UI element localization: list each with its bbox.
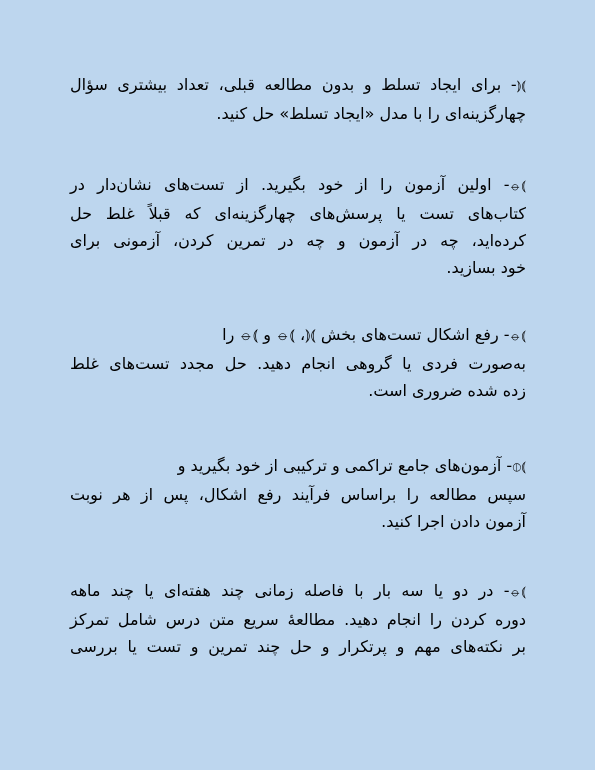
- paragraph-line: به‌صورت فردی یا گروهی انجام دهید. حل مجدد تست‌های غلط: [70, 354, 526, 373]
- paragraph-line: بر نکته‌های مهم و پرتکرار و حل چند تمرین و تست یا بررسی: [70, 637, 526, 656]
- paragraph-line: آزمون دادن اجرا کنید.: [381, 512, 526, 531]
- paragraph-line: [70, 171, 526, 200]
- line-text: - در دو یا سه بار با فاصله زمانی چند هفته‌ای یا چند ماهه: [70, 581, 510, 600]
- paragraph-line: خود بسازید.: [446, 258, 526, 277]
- item-number: ⦆⦅: [516, 78, 526, 94]
- paragraph-line: سپس مطالعه را براساس فرآیند رفع اشکال، پس از هر نوبت: [70, 485, 526, 504]
- paragraph-line: کرده‌اید، چه در آزمون و چه در تمرین کردن، آزمونی برای: [70, 231, 526, 250]
- item-number: ⦆⦶: [512, 459, 526, 475]
- item-number: ⦆⦵: [509, 328, 526, 344]
- paragraph-line: زده شده ضروری است.: [368, 381, 526, 400]
- line-text: - اولین آزمون را از خود بگیرید. از تست‌های نشان‌دار در: [70, 175, 510, 194]
- paragraph-line: کتاب‌های تست یا پرسش‌های چهارگزینه‌ای که قبلاً غلط حل: [70, 204, 526, 223]
- line-text: - آزمون‌های جامع تراکمی و ترکیبی از خود بگیرید و: [177, 456, 513, 475]
- paragraph-line: دوره کردن را انجام دهید. مطالعهٔ سریع متن درس شامل تمرکز: [70, 610, 526, 629]
- line-text: - برای ایجاد تسلط و بدون مطالعه قبلی، تعداد بیشتری سؤال: [70, 75, 517, 94]
- paragraph-line: [70, 577, 526, 606]
- paragraph-1: [70, 71, 526, 127]
- paragraph-line: چهارگزینه‌ای را با مدل «ایجاد تسلط» حل کنید.: [216, 104, 526, 123]
- paragraph-5: [70, 577, 526, 660]
- paragraph-line: [70, 71, 526, 100]
- paragraph-line: [70, 321, 526, 350]
- paragraph-4: [70, 452, 526, 535]
- paragraph-3: [70, 321, 526, 404]
- paragraph-2: [70, 171, 526, 281]
- item-number: ⦆⦵: [509, 178, 526, 194]
- line-text: - رفع اشکال تست‌های بخش ⦆⦅، ⦆⦵ و ⦆⦵ را: [222, 325, 510, 344]
- paragraph-line: [70, 452, 526, 481]
- item-number: ⦆⦵: [509, 584, 526, 600]
